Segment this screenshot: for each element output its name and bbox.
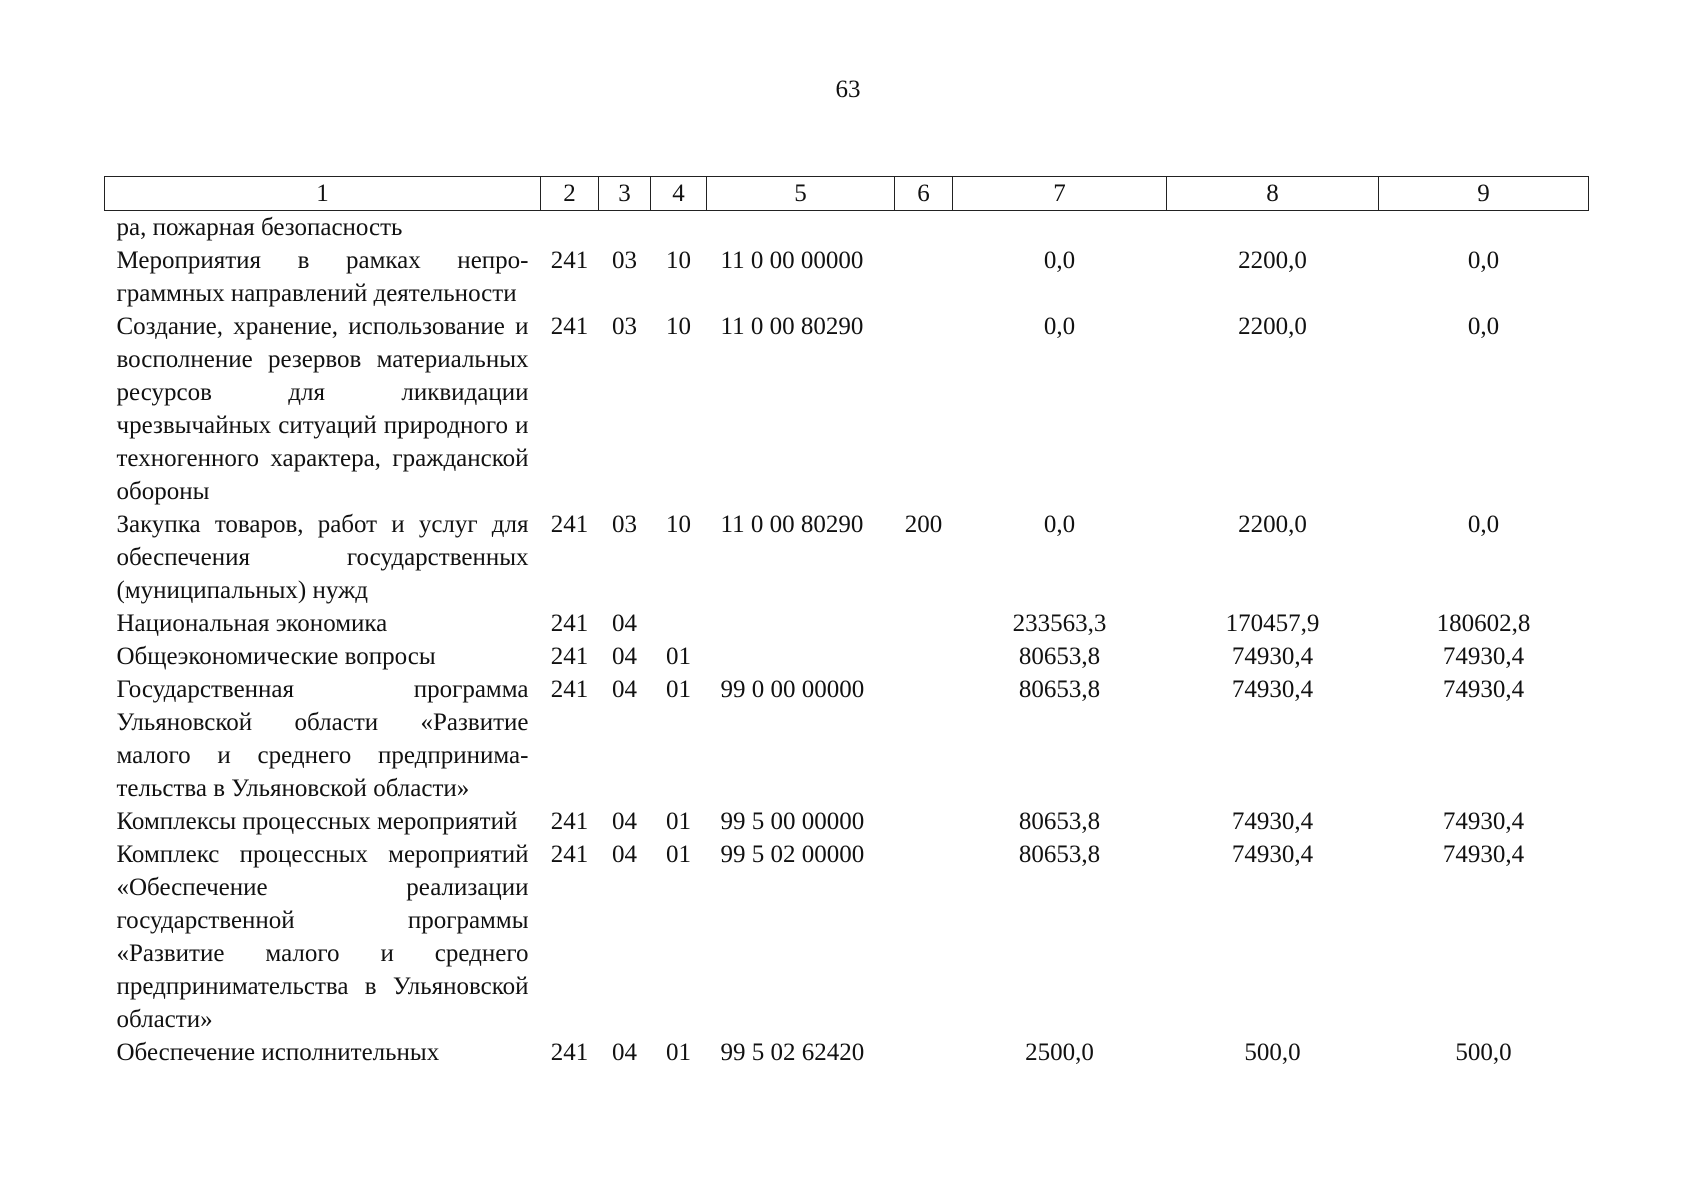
- row-name-cell: Комплекс процессных мероприятий «Обеспечение реализации государственной программы «Развитие малого и среднего предпринимательства в Ульяновской области»: [116, 841, 529, 1033]
- table-row: [105, 508, 1589, 607]
- table-header: [105, 177, 1589, 211]
- cell-col-7: 80653,8: [1018, 643, 1101, 670]
- cell-col-2: 241: [550, 247, 589, 274]
- cell-col-3: 04: [612, 610, 637, 637]
- cell-col-6: [895, 838, 953, 1036]
- cell-col-3: [599, 211, 651, 245]
- cell-col-6: [895, 244, 953, 310]
- cell-col-4: 01: [666, 808, 691, 835]
- cell-col-8: 74930,4: [1231, 676, 1314, 703]
- cell-col-6: [895, 673, 953, 805]
- cell-col-3: 04: [612, 808, 637, 835]
- budget-table: [104, 176, 1589, 1069]
- cell-col-2: 241: [550, 676, 589, 703]
- cell-col-5: [707, 211, 895, 245]
- cell-col-8: 74930,4: [1231, 643, 1314, 670]
- table-row: [105, 1036, 1589, 1069]
- cell-col-4: [651, 607, 707, 640]
- cell-col-7: 80653,8: [1018, 841, 1101, 868]
- table-row: [105, 244, 1589, 310]
- cell-col-3: 03: [612, 511, 637, 538]
- cell-col-2: 241: [550, 313, 589, 340]
- table-row: [105, 673, 1589, 805]
- cell-col-9: 180602,8: [1436, 610, 1531, 637]
- cell-col-9: 0,0: [1467, 247, 1500, 274]
- row-name-cell: Закупка товаров, работ и услуг для обеспечения государственных (муниципальных) нужд: [116, 511, 529, 604]
- cell-col-2: [541, 211, 599, 245]
- column-header-5: 5: [707, 177, 895, 211]
- cell-col-4: 01: [666, 643, 691, 670]
- cell-col-7: 80653,8: [1018, 808, 1101, 835]
- column-header-7: 7: [953, 177, 1167, 211]
- cell-col-7: 0,0: [1043, 247, 1076, 274]
- cell-col-4: [651, 211, 707, 245]
- row-name-cell: Комплексы процессных мероприятий: [116, 808, 518, 835]
- cell-col-8: 74930,4: [1231, 841, 1314, 868]
- cell-col-9: 74930,4: [1442, 808, 1525, 835]
- row-name-cell: Создание, хранение, использование и восполнение резервов материальных ресурсов для ликвидации чрезвычайных ситуаций природного и техногенного характера, гражданской обороны: [116, 313, 529, 505]
- cell-col-8: 2200,0: [1238, 511, 1307, 538]
- row-name-cell: Обеспечение исполнительных: [116, 1039, 440, 1066]
- table-row: [105, 607, 1589, 640]
- cell-col-2: 241: [550, 841, 589, 868]
- table-row: [105, 838, 1589, 1036]
- table-body: [105, 211, 1589, 1070]
- cell-col-4: 01: [666, 841, 691, 868]
- cell-col-9: 74930,4: [1442, 841, 1525, 868]
- cell-col-5: [707, 607, 895, 640]
- cell-col-6: [895, 805, 953, 838]
- cell-col-3: 03: [612, 313, 637, 340]
- cell-col-3: 03: [612, 247, 637, 274]
- cell-col-7: 233563,3: [1012, 610, 1107, 637]
- cell-col-6: [895, 211, 953, 245]
- cell-col-5: 99 0 00 00000: [720, 676, 865, 703]
- table-row: [105, 310, 1589, 508]
- row-name-cell: ра, пожарная безопасность: [116, 214, 403, 241]
- column-header-2: 2: [541, 177, 599, 211]
- cell-col-3: 04: [612, 1039, 637, 1066]
- cell-col-7: 0,0: [1043, 313, 1076, 340]
- cell-col-9: 74930,4: [1442, 643, 1525, 670]
- cell-col-6: [895, 310, 953, 508]
- table-row: [105, 805, 1589, 838]
- cell-col-8: 500,0: [1244, 1039, 1301, 1066]
- cell-col-7: 80653,8: [1018, 676, 1101, 703]
- cell-col-5: 11 0 00 80290: [720, 313, 864, 340]
- cell-col-7: 0,0: [1043, 511, 1076, 538]
- cell-col-4: 01: [666, 1039, 691, 1066]
- cell-col-6: 200: [904, 511, 943, 538]
- header-row: [105, 177, 1589, 211]
- column-header-6: 6: [895, 177, 953, 211]
- column-header-8: 8: [1167, 177, 1379, 211]
- cell-col-8: 2200,0: [1238, 313, 1307, 340]
- cell-col-8: 2200,0: [1238, 247, 1307, 274]
- cell-col-4: 10: [666, 511, 691, 538]
- cell-col-6: [895, 1036, 953, 1069]
- cell-col-2: 241: [550, 808, 589, 835]
- cell-col-3: 04: [612, 643, 637, 670]
- row-name-cell: Национальная экономика: [116, 610, 388, 637]
- cell-col-4: 10: [666, 247, 691, 274]
- column-header-9: 9: [1379, 177, 1589, 211]
- row-name-cell: Мероприятия в рамках непрограммных направлений деятельности: [116, 247, 529, 307]
- cell-col-5: 11 0 00 00000: [720, 247, 864, 274]
- cell-col-5: [707, 640, 895, 673]
- cell-col-2: 241: [550, 511, 589, 538]
- cell-col-4: 10: [666, 313, 691, 340]
- row-name-cell: Общеэкономические вопросы: [116, 643, 436, 670]
- table-row: [105, 640, 1589, 673]
- cell-col-9: 74930,4: [1442, 676, 1525, 703]
- cell-col-2: 241: [550, 610, 589, 637]
- column-header-4: 4: [651, 177, 707, 211]
- cell-col-9: 0,0: [1467, 511, 1500, 538]
- table-row: [105, 211, 1589, 245]
- cell-col-2: 241: [550, 1039, 589, 1066]
- cell-col-8: 74930,4: [1231, 808, 1314, 835]
- cell-col-5: 11 0 00 80290: [720, 511, 864, 538]
- cell-col-9: 500,0: [1455, 1039, 1512, 1066]
- cell-col-5: 99 5 02 00000: [720, 841, 865, 868]
- cell-col-3: 04: [612, 841, 637, 868]
- cell-col-6: [895, 607, 953, 640]
- cell-col-9: [1379, 211, 1589, 245]
- cell-col-5: 99 5 00 00000: [720, 808, 865, 835]
- cell-col-6: [895, 640, 953, 673]
- column-header-3: 3: [599, 177, 651, 211]
- cell-col-9: 0,0: [1467, 313, 1500, 340]
- page-number: 63: [835, 76, 861, 103]
- cell-col-8: 170457,9: [1225, 610, 1320, 637]
- row-name-cell: Государственная программа Ульяновской области «Развитие малого и среднего предпринимательства в Ульяновской области»: [116, 676, 529, 802]
- cell-col-2: 241: [550, 643, 589, 670]
- cell-col-5: 99 5 02 62420: [720, 1039, 865, 1066]
- cell-col-3: 04: [612, 676, 637, 703]
- column-header-1: 1: [105, 177, 541, 211]
- cell-col-7: 2500,0: [1025, 1039, 1094, 1066]
- cell-col-8: [1167, 211, 1379, 245]
- cell-col-4: 01: [666, 676, 691, 703]
- cell-col-7: [953, 211, 1167, 245]
